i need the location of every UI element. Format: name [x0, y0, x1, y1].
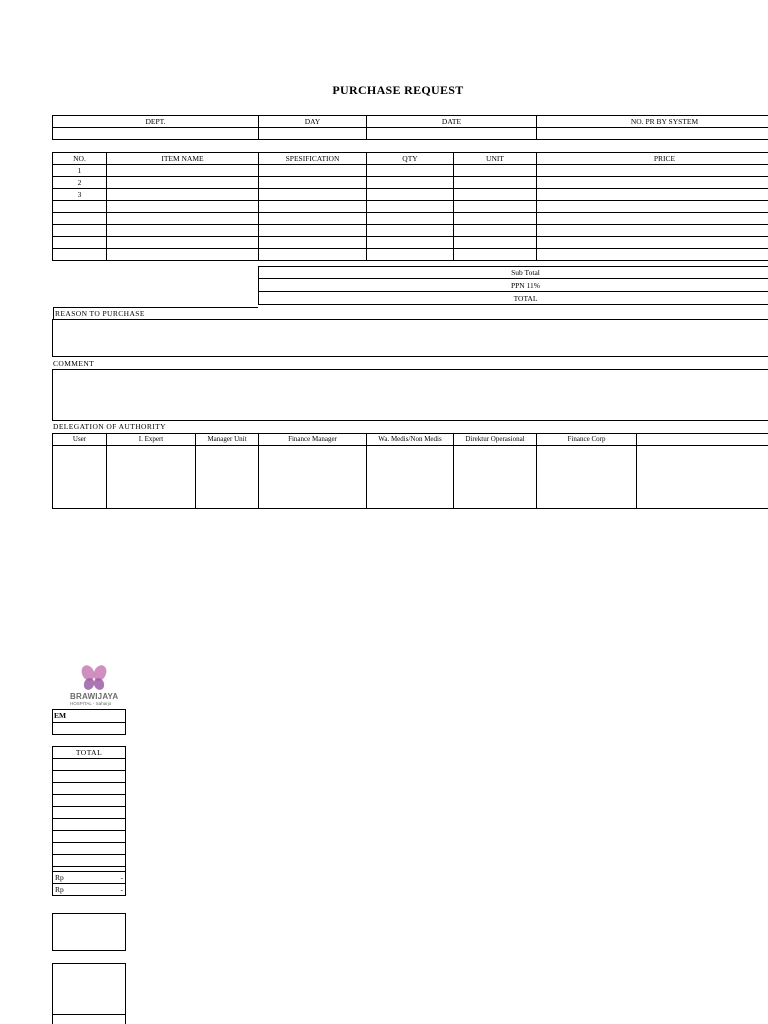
col-item-name: ITEM NAME: [107, 153, 259, 165]
logo-subtitle: HOSPITAL - Saharjo: [70, 701, 112, 706]
signature-manager-unit[interactable]: [196, 446, 259, 509]
row-number: 1: [53, 165, 107, 177]
comment-textarea[interactable]: [52, 369, 768, 421]
col-finance-manager: Finance Manager: [259, 434, 367, 446]
item-box: [52, 709, 126, 735]
total-header: TOTAL: [53, 747, 126, 759]
no-pr-field[interactable]: [537, 128, 768, 140]
signature-finance-manager[interactable]: [259, 446, 367, 509]
row-number: [53, 249, 107, 261]
table-row: [53, 249, 768, 261]
page-title: PURCHASE REQUEST: [332, 83, 464, 97]
signature-wa-medis[interactable]: [367, 446, 454, 509]
reason-textarea[interactable]: [52, 319, 768, 357]
item-cell-label: EM: [54, 711, 67, 720]
table-row: [53, 237, 768, 249]
row-number: [53, 237, 107, 249]
logo-name: BRAWIJAYA: [70, 692, 119, 701]
reason-label: REASON TO PURCHASE: [53, 307, 258, 319]
col-user: User: [53, 434, 107, 446]
dept-field[interactable]: [53, 128, 259, 140]
col-price: PRICE: [537, 153, 768, 165]
col-no-pr: NO. PR BY SYSTEM: [537, 116, 768, 128]
delegation-table: [52, 433, 768, 509]
signature-i-expert[interactable]: [107, 446, 196, 509]
col-unit: UNIT: [454, 153, 537, 165]
signature-direktur-operasional[interactable]: [454, 446, 537, 509]
total-column: [52, 746, 126, 896]
table-row: [53, 225, 768, 237]
purchase-request-form: [52, 0, 768, 1024]
date-field[interactable]: [367, 128, 537, 140]
table-row: [53, 213, 768, 225]
row-number: [53, 225, 107, 237]
delegation-label: DELEGATION OF AUTHORITY: [53, 422, 166, 431]
col-spesification: SPESIFICATION: [259, 153, 367, 165]
col-finance-corp: Finance Corp: [537, 434, 637, 446]
row-number: [53, 213, 107, 225]
ppn-label: PPN 11%: [259, 279, 768, 292]
rp-ppn: Rp -: [53, 884, 126, 896]
day-field[interactable]: [259, 128, 367, 140]
totals-table: [258, 266, 768, 305]
subtotal-label: Sub Total: [259, 267, 768, 279]
col-day: DAY: [259, 116, 367, 128]
header-table: [52, 115, 768, 140]
row-number: 3: [53, 189, 107, 201]
row-number: [53, 201, 107, 213]
butterfly-logo-icon: [66, 664, 136, 694]
table-row: [53, 201, 768, 213]
reason-box-p2[interactable]: [52, 913, 126, 951]
col-i-expert: I. Expert: [107, 434, 196, 446]
total-label: TOTAL: [259, 292, 768, 305]
items-table: [52, 152, 768, 261]
col-wa-medis: Wa. Medis/Non Medis: [367, 434, 454, 446]
rp-subtotal: Rp -: [53, 872, 126, 884]
col-direktur-operasional: Direktur Operasional: [454, 434, 537, 446]
signature-user[interactable]: [53, 446, 107, 509]
col-dept: DEPT.: [53, 116, 259, 128]
table-row: [53, 165, 768, 177]
col-manager-unit: Manager Unit: [196, 434, 259, 446]
table-row: [53, 189, 768, 201]
comment-label: COMMENT: [53, 359, 95, 368]
row-number: 2: [53, 177, 107, 189]
table-row: [53, 177, 768, 189]
comment-box-p2[interactable]: [52, 963, 126, 1024]
col-no: NO.: [53, 153, 107, 165]
hospital-logo: [66, 664, 136, 710]
col-date: DATE: [367, 116, 537, 128]
signature-finance-corp[interactable]: [537, 446, 637, 509]
col-qty: QTY: [367, 153, 454, 165]
